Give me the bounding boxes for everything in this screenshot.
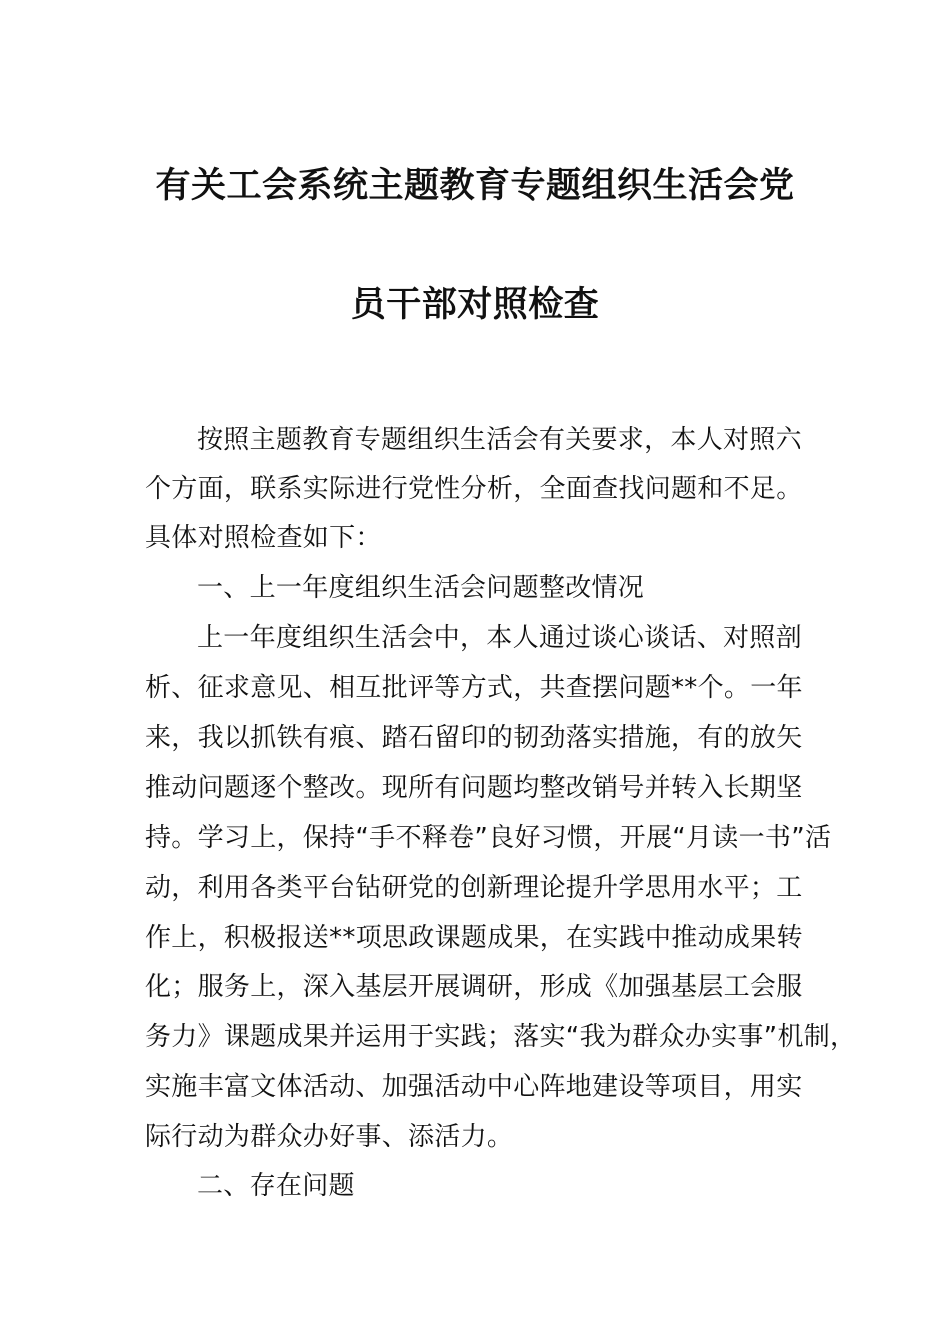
section-heading: 一、上一年度组织生活会问题整改情况 xyxy=(197,573,645,603)
document-title-line-1: 有关工会系统主题教育专题组织生活会党 xyxy=(155,166,795,206)
paragraph-line: 来，我以抓铁有痕、踏石留印的韧劲落实措施，有的放矢 xyxy=(145,723,803,753)
paragraph-line: 务力》课题成果并运用于实践；落实“我为群众办实事”机制， xyxy=(145,1022,857,1052)
paragraph-line: 析、征求意见、相互批评等方式，共查摆问题**个。一年 xyxy=(145,673,803,703)
paragraph-line: 推动问题逐个整改。现所有问题均整改销号并转入长期坚 xyxy=(145,773,803,803)
paragraph-line: 个方面，联系实际进行党性分析，全面查找问题和不足。 xyxy=(145,474,803,504)
paragraph-line: 实施丰富文体活动、加强活动中心阵地建设等项目，用实 xyxy=(145,1072,803,1102)
paragraph-line: 具体对照检查如下： xyxy=(145,523,382,553)
document-title-line-2: 员干部对照检查 xyxy=(350,285,600,325)
paragraph-line: 按照主题教育专题组织生活会有关要求，本人对照六 xyxy=(197,425,802,455)
paragraph-line: 上一年度组织生活会中，本人通过谈心谈话、对照剖 xyxy=(197,623,802,653)
section-heading: 二、存在问题 xyxy=(197,1171,355,1201)
paragraph-line: 动，利用各类平台钻研党的创新理论提升学思用水平；工 xyxy=(145,873,803,903)
paragraph-line: 化；服务上，深入基层开展调研，形成《加强基层工会服 xyxy=(145,972,803,1002)
paragraph-line: 持。学习上，保持“手不释卷”良好习惯，开展“月读一书”活 xyxy=(145,823,832,853)
paragraph-line: 作上，积极报送**项思政课题成果，在实践中推动成果转 xyxy=(145,923,803,953)
paragraph-line: 际行动为群众办好事、添活力。 xyxy=(145,1122,514,1152)
